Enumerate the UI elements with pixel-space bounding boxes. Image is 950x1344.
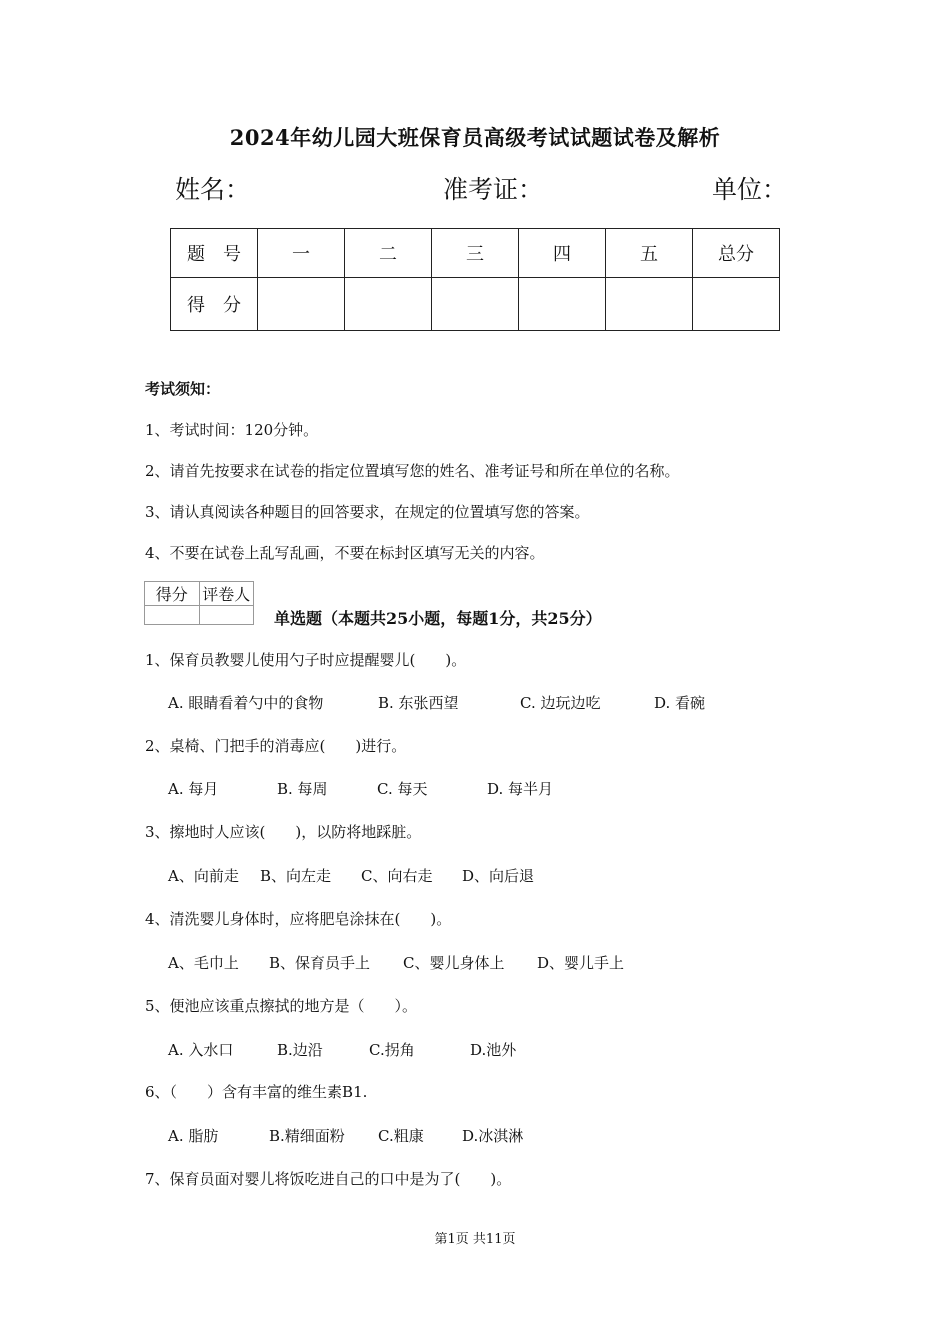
score-table (170, 228, 780, 331)
grader-box-score-cell (145, 606, 200, 625)
question-number-label: 题 号 (171, 229, 258, 278)
question-option: D. 每半月 (487, 780, 554, 798)
question-option: B、保育员手上 (269, 954, 371, 972)
question-option: B、向左走 (260, 867, 332, 885)
question-option: D、向后退 (462, 867, 535, 885)
question-option: A、毛巾上 (168, 954, 239, 972)
unit-field-label: 单位： (712, 175, 788, 204)
question-option: B.精细面粉 (269, 1127, 345, 1145)
question-option: B. 每周 (277, 780, 328, 798)
score-cell (345, 278, 432, 331)
page-title: 2024年幼儿园大班保育员高级考试试题试卷及解析 (229, 125, 721, 150)
question-option: C. 边玩边吃 (520, 694, 601, 712)
section-title: 单选题（本题共25小题，每题1分，共25分） (274, 609, 602, 628)
candidate-info-fields (175, 170, 788, 204)
question-stem: 2、桌椅、门把手的消毒应( )进行。 (145, 737, 407, 755)
question-stem: 7、保育员面对婴儿将饭吃进自己的口中是为了( )。 (145, 1170, 512, 1188)
notice-item: 1、考试时间：120分钟。 (145, 421, 319, 439)
ticket-field-label: 准考证： (443, 175, 544, 204)
question-option: D. 看碗 (654, 694, 706, 712)
question-option: D.池外 (470, 1041, 517, 1059)
question-option: A. 入水口 (168, 1041, 234, 1059)
score-table-header-row (171, 229, 780, 278)
column-header: 二 (345, 229, 432, 278)
column-header: 三 (432, 229, 519, 278)
question-stem: 1、保育员教婴儿使用勺子时应提醒婴儿( )。 (145, 651, 467, 669)
score-cell (432, 278, 519, 331)
score-cell (519, 278, 606, 331)
column-header: 五 (606, 229, 693, 278)
notice-item: 4、不要在试卷上乱写乱画，不要在标封区填写无关的内容。 (145, 544, 545, 562)
score-cell (606, 278, 693, 331)
question-option: A. 眼睛看着勺中的食物 (168, 694, 324, 712)
page-footer: 第1页 共11页 (434, 1232, 516, 1247)
name-field-label: 姓名： (175, 175, 251, 204)
score-label: 得 分 (171, 278, 258, 331)
question-option: D、婴儿手上 (537, 954, 625, 972)
question-option: B. 东张西望 (378, 694, 459, 712)
question-option: C、向右走 (361, 867, 433, 885)
question-option: B.边沿 (277, 1041, 323, 1059)
grader-box-score-label: 得分 (145, 582, 200, 606)
grader-box-grader-cell (199, 606, 254, 625)
question-stem: 5、便池应该重点擦拭的地方是（ ）。 (145, 997, 418, 1015)
score-cell (258, 278, 345, 331)
question-option: A. 脂肪 (168, 1127, 219, 1145)
question-option: A、向前走 (168, 867, 239, 885)
grader-box-grader-label: 评卷人 (199, 582, 254, 606)
question-option: C.粗康 (378, 1127, 424, 1145)
question-stem: 6、（ ）含有丰富的维生素B1. (145, 1083, 368, 1101)
notice-item: 3、请认真阅读各种题目的回答要求，在规定的位置填写您的答案。 (145, 503, 590, 521)
score-cell-total (693, 278, 780, 331)
column-header: 四 (519, 229, 606, 278)
question-option: C.拐角 (369, 1041, 415, 1059)
score-table-score-row (171, 278, 780, 331)
notice-item: 2、请首先按要求在试卷的指定位置填写您的姓名、准考证号和所在单位的名称。 (145, 462, 680, 480)
column-header-total: 总分 (693, 229, 780, 278)
question-option: C. 每天 (377, 780, 428, 798)
question-option: A. 每月 (168, 780, 219, 798)
question-stem: 4、清洗婴儿身体时，应将肥皂涂抹在( )。 (145, 910, 452, 928)
notice-title: 考试须知： (145, 380, 221, 398)
question-option: D.冰淇淋 (462, 1127, 524, 1145)
grader-box (144, 581, 254, 625)
question-option: C、婴儿身体上 (403, 954, 505, 972)
column-header: 一 (258, 229, 345, 278)
question-stem: 3、擦地时人应该( )，以防将地踩脏。 (145, 823, 422, 841)
